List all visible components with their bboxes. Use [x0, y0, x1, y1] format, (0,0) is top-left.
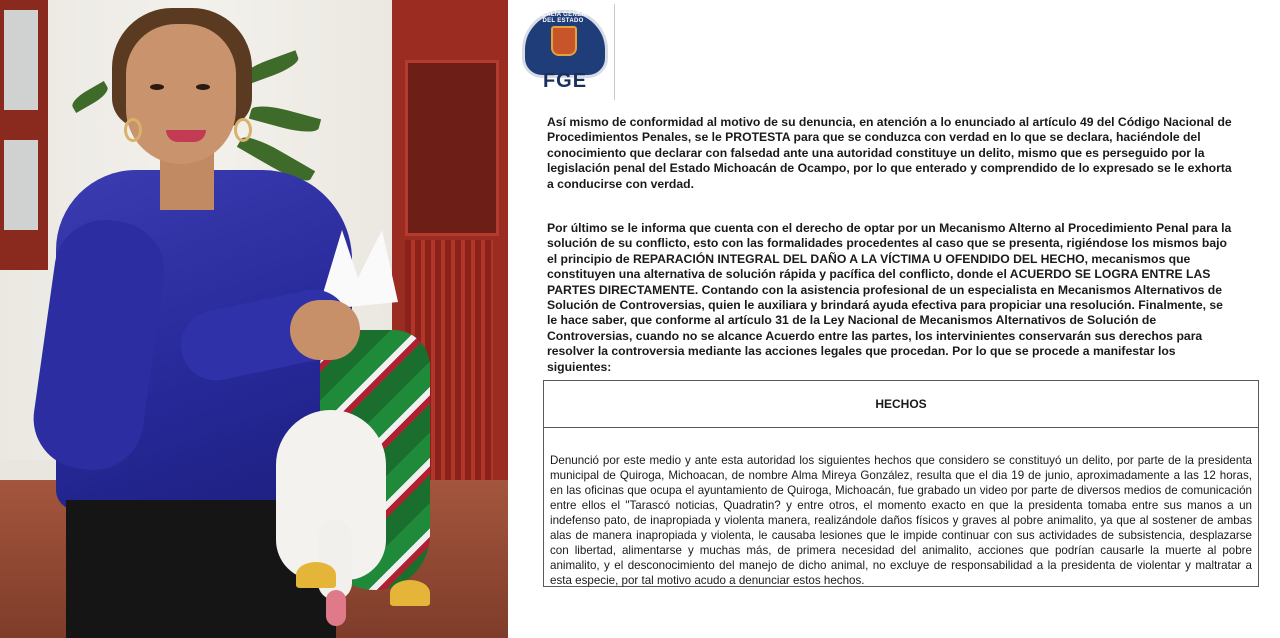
complaint-document — [508, 0, 1280, 638]
logo-state: MICHOACÁN — [540, 62, 590, 71]
paragraph-protesta: Así mismo de conformidad al motivo de su denuncia, en atención a lo enunciado al artículo 49 del Código Nacional de Procedimientos Penales, se le PROTESTA para que se conduzca con verdad en lo que se declara, haciéndole del conocimiento que declarar con falsedad ante una autoridad constituye un delito, mismo que es perseguido por la legislación penal del Estado Michoacán de Ocampo, por lo que enterado y comprendido de lo expresado se le exhorta a conducirse con verdad. — [547, 115, 1232, 191]
header-divider — [614, 4, 615, 100]
window-glass — [4, 140, 38, 230]
logo-ring-text: FISCALÍA GENERAL DEL ESTADO — [531, 12, 595, 24]
duck-beak — [326, 590, 346, 626]
earring — [234, 118, 252, 142]
logo-acronym: FGE — [542, 70, 588, 92]
eye — [150, 84, 164, 90]
hand-holding-duck — [290, 300, 360, 360]
hechos-table — [543, 380, 1259, 587]
earring — [124, 118, 142, 142]
paragraph-mecanismo-alterno: Por último se le informa que cuenta con el derecho de optar por un Mecanismo Alterno al Procedimiento Penal para la solución de su conflicto, esto con las formalidades procedentes al caso que se presenta, rigiéndose los mismos bajo el principio de REPARACIÓN INTEGRAL DEL DAÑO A LA VÍCTIMA U OFENDIDO DEL HECHO, mecanismos que constituyen una alternativa de solución rápida y pacífica del conflicto, donde el ACUERDO SE LOGRA ENTRE LAS PARTES DIRECTAMENTE. Contando con la asistencia profesional de un especialista en Mecanismos Alternativos de Solución de Controversias, quien le auxiliara y brindará ayuda efectiva para propiciar una resolución. Finalmente, se le hace saber, que conforme al artículo 31 de la Ley Nacional de Mecanismos Alternativos de Solución de Controversias, cuando no se alcance Acuerdo entre las partes, los intervinientes conservarán sus derechos para resolver la controversia mediante las acciones legales que procedan. Por lo que se procede a manifestar los siguientes: — [547, 221, 1232, 374]
window-glass — [4, 10, 38, 110]
coat-of-arms-icon — [551, 26, 577, 56]
face — [126, 24, 236, 164]
hechos-heading: HECHOS — [875, 397, 927, 411]
hechos-table-header — [544, 381, 1258, 428]
duck-neck — [318, 520, 352, 600]
eye — [196, 84, 210, 90]
door-panel — [405, 60, 499, 236]
duck-foot — [296, 562, 336, 588]
fge-logo — [522, 10, 608, 96]
smile — [166, 130, 206, 142]
duck-foot — [390, 580, 430, 606]
hechos-body-text: Denunció por este medio y ante esta autoridad los siguientes hechos que considero se constituyó un delito, por parte de la presidenta municipal de Quiroga, Michoacan, de nombre Alma Mireya González, resulta que el dia 19 de junio, aproximadamente a las 12 horas, en las oficinas que ocupa el ayuntamiento de Quiroga, Michoacán, fue grabado un video por parte de diversos medios de comunicación entre ellos el "Tarascó noticias, Quadratin? y entre otros, el momento exacto en que la presidenta tomaba entre sus manos a un indefenso pato, de inapropiada y violenta manera, realizándole daños físicos y graves al pobre animalito, ya que al sostener de ambas alas de manera inapropiada y violenta, le causaba lesiones que le impide continuar con sus actividades de subsistencia, desplazarse con libertad, alimentarse y muchas más, de primera necesidad del animalito, acciones que podrían causarle la muerte al pobre animalito, y el desconocimiento del manejo de dicho animal, no excluye de responsabilidad a la presidenta de violentar y maltratar a esta especie, por tal motivo acudo a denunciar estos hechos. — [550, 454, 1252, 587]
photo-woman-holding-duck — [0, 0, 508, 638]
